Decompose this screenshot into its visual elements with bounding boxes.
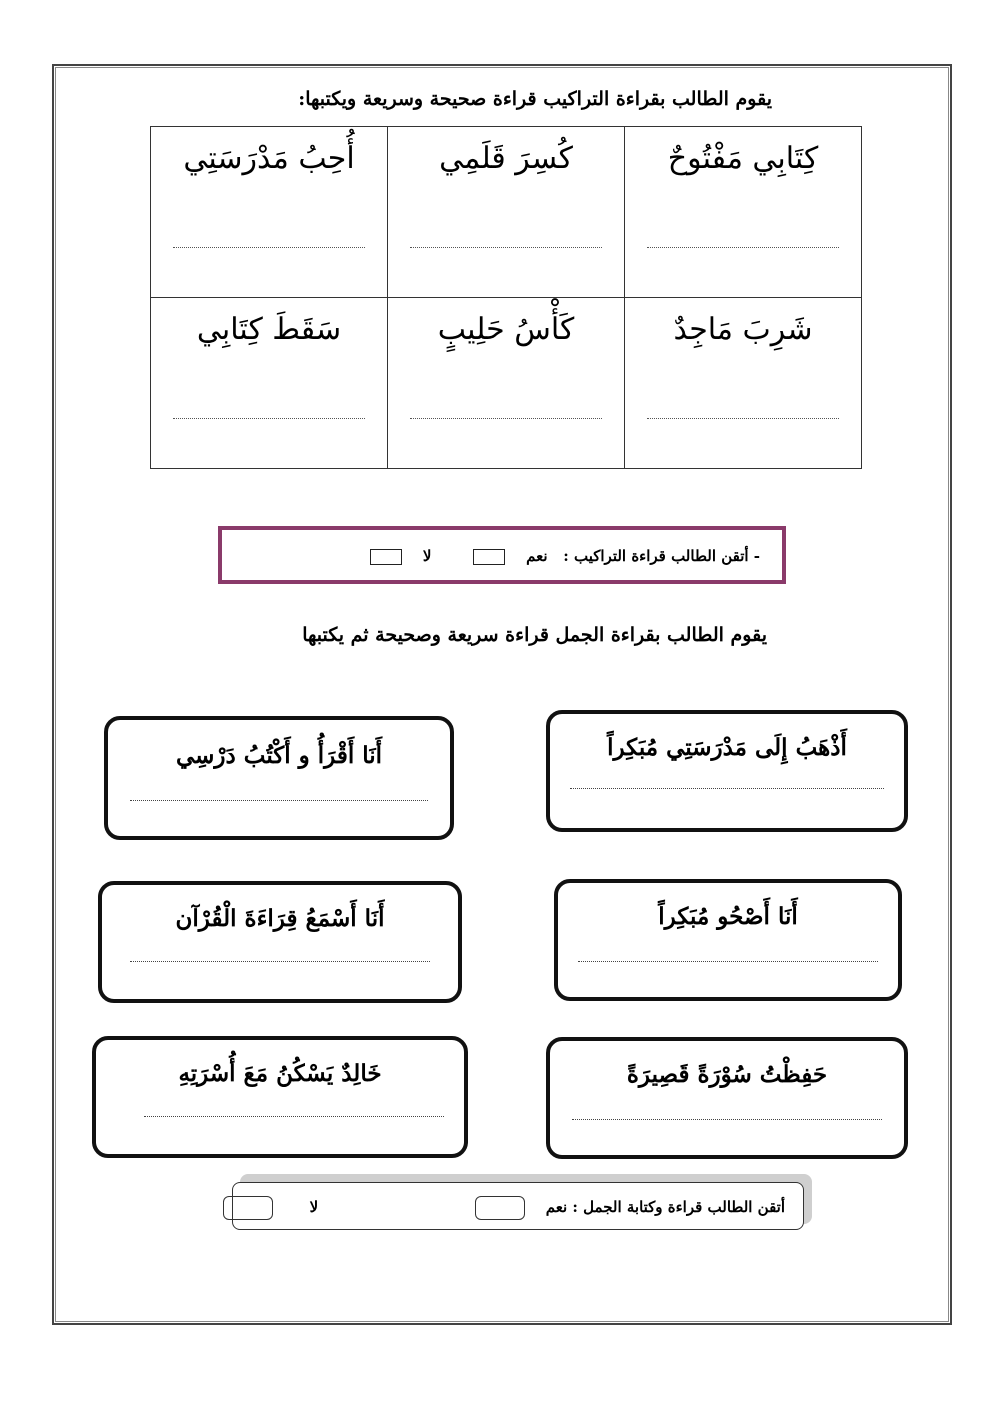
sentence-box (554, 879, 902, 1001)
sentence-text: أَنَا أَسْمَعُ قِرَاءَةَ الْقُرْآن (175, 905, 385, 932)
mastery-box-phrases (218, 526, 786, 584)
sentence-box (546, 710, 908, 832)
writing-line[interactable] (130, 800, 428, 801)
sentence-text: أَنَا أَقْرَأُ و أَكْتُبُ دَرْسِي (175, 742, 383, 769)
yes-label: نعم (526, 547, 548, 565)
mastery-row (223, 1196, 785, 1220)
section2-title: يقوم الطالب بقراءة الجمل قراءة سريعة وصحيحة ثم يكتبها (302, 624, 767, 646)
yes-checkbox[interactable] (473, 549, 505, 565)
mastery-row (370, 547, 760, 565)
sentence-text: أَذْهَبُ إِلَى مَدْرَسَتِي مُبَكِراً (607, 734, 847, 761)
writing-line[interactable] (572, 1119, 882, 1120)
writing-line[interactable] (570, 788, 884, 789)
word-cell (388, 298, 625, 469)
no-label: لا (422, 547, 432, 565)
word-text: كَأْسُ حَلِيبٍ (437, 312, 575, 347)
word-cell (151, 127, 388, 298)
writing-line[interactable] (173, 247, 365, 248)
no-label: لا (309, 1198, 319, 1216)
mastery-label: - أتقن الطالب قراءة التراكيب : (563, 547, 760, 565)
word-text: أُحِبُ مَدْرَسَتِي (183, 141, 355, 176)
sentence-text: خَالِدٌ يَسْكُنُ مَعَ أُسْرَتِهِ (178, 1060, 382, 1087)
mastery-box-sentences (232, 1182, 804, 1230)
writing-line[interactable] (410, 418, 602, 419)
word-text: سَقَطَ كِتَابِي (196, 312, 342, 347)
word-text: كُسِرَ قَلَمِي (439, 141, 573, 176)
sentence-box (92, 1036, 468, 1158)
writing-line[interactable] (647, 418, 839, 419)
sentence-box (546, 1037, 908, 1159)
mastery-label: أتقن الطالب قراءة وكتابة الجمل : نعم (545, 1198, 785, 1216)
writing-line[interactable] (144, 1116, 444, 1117)
word-text: شَرِبَ مَاجِدٌ (673, 312, 813, 347)
sentence-text: حَفِظْتُ سُوْرَةً قَصِيرَةً (626, 1061, 828, 1088)
no-checkbox[interactable] (370, 549, 402, 565)
word-table (150, 126, 862, 469)
sentence-text: أَنَا أَصْحُو مُبَكِراً (658, 903, 798, 930)
sentence-box (104, 716, 454, 840)
writing-line[interactable] (647, 247, 839, 248)
word-cell (625, 298, 862, 469)
yes-checkbox[interactable] (475, 1196, 525, 1220)
section1-title: يقوم الطالب بقراءة التراكيب قراءة صحيحة وسريعة ويكتبها: (298, 88, 772, 110)
word-cell (151, 298, 388, 469)
writing-line[interactable] (173, 418, 365, 419)
writing-line[interactable] (578, 961, 878, 962)
word-text: كِتَابِي مَفْتُوحٌ (667, 141, 819, 176)
writing-line[interactable] (130, 961, 430, 962)
no-checkbox[interactable] (223, 1196, 273, 1220)
word-cell (625, 127, 862, 298)
sentence-box (98, 881, 462, 1003)
writing-line[interactable] (410, 247, 602, 248)
word-cell (388, 127, 625, 298)
